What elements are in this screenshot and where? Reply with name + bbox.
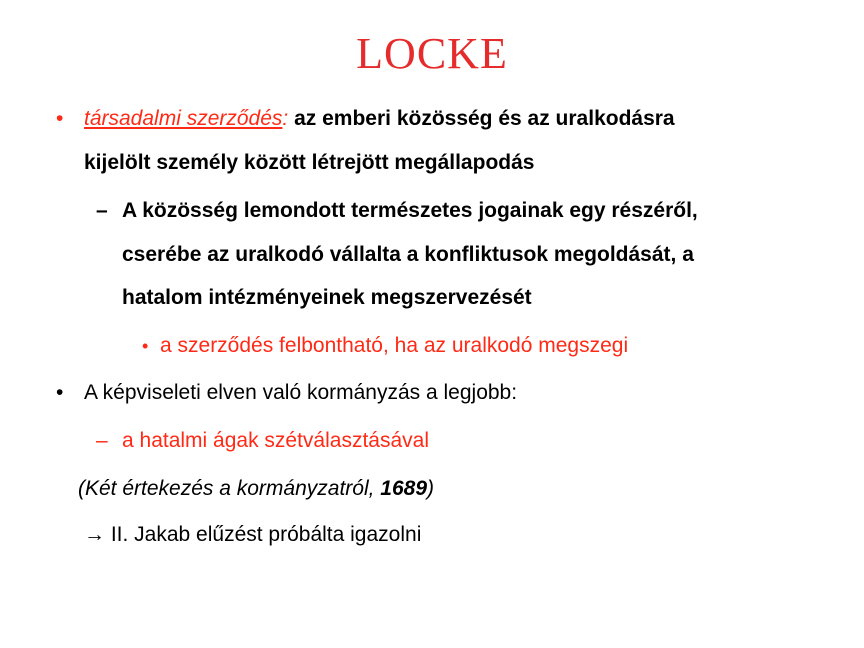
citation [78,476,434,502]
item1-subsub-text: a szerződés felbontható, ha az uralkodó megszegi [160,334,629,357]
item1-sub-line1: A közösség lemondott természetes jogainak egy részéről, [122,199,698,222]
item1-text-line2: kijelölt személy között létrejött megállapodás [84,151,535,174]
slide-title: LOCKE [356,29,508,78]
dash-1: – [96,199,108,222]
item2-sub-text: a hatalmi ágak szétválasztásával [122,429,429,452]
item1-sub-line3: hatalom intézményeinek megszervezését [122,286,532,309]
dash-2: – [96,429,108,452]
item1-sub-line2: cserébe az uralkodó vállalta a konfliktusok megoldását, a [122,243,694,266]
term-social-contract: társadalmi szerződés [84,107,283,130]
bullet-sub-sub: • [142,336,149,356]
item1-line1 [84,106,675,132]
item1-text-line1: az emberi közösség és az uralkodásra [288,107,675,130]
bullet-2: • [56,381,64,404]
item2-text: A képviseleti elven való kormányzás a legjobb: [84,381,518,404]
arrow-line: → II. Jakab elűzést próbálta igazolni [84,523,422,546]
citation-open: (Két értekezés a kormányzatról, [78,477,381,500]
citation-close: ) [427,477,435,500]
citation-year: 1689 [380,477,428,500]
bullet-1: • [56,107,64,130]
term-colon: : [282,107,289,130]
